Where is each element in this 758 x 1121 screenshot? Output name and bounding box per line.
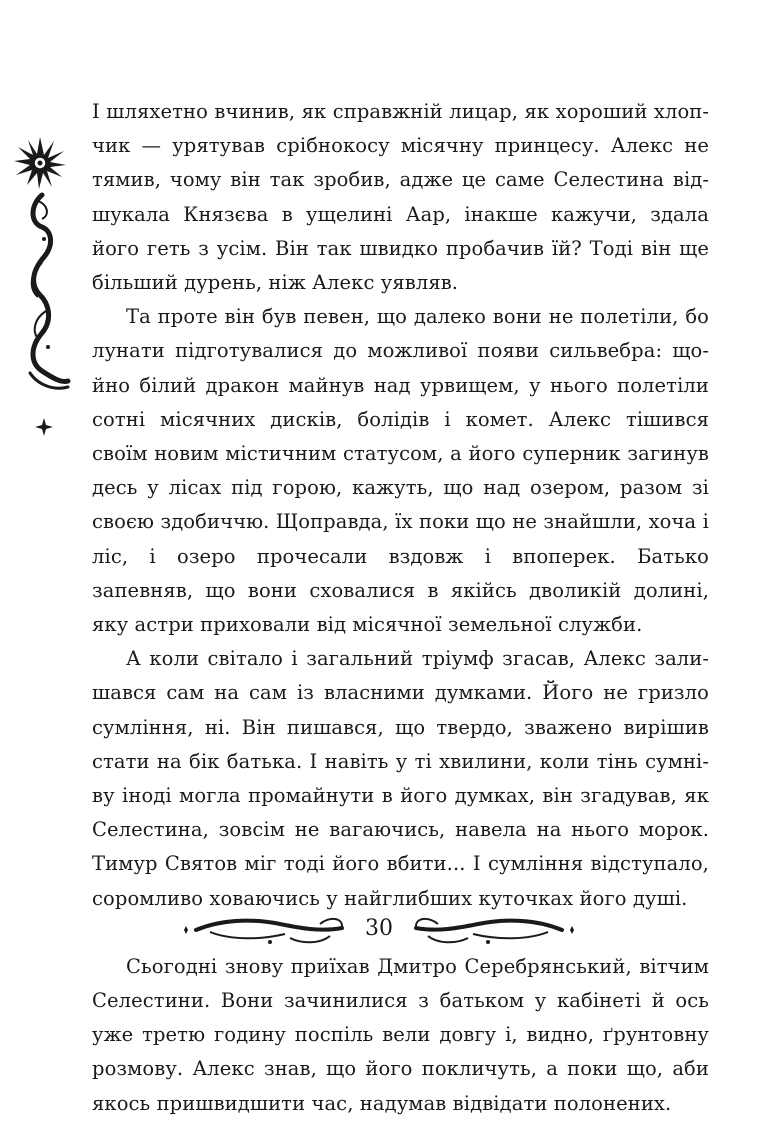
paragraph: Та проте він був певен, що далеко вони не полетіли, бо лунати підготувалися до можливої появи сильвебра: щойно білий дракон майнув над урвищем, у нього полетіли сотні місячних дисків, болідів і комет. Алекс тішився своїм новим містичним статусом, а його суперник загинув десь у лісах під горою, кажуть, що над озером, разом зі своєю здобиччю. Щоправда, їх поки що не знайшли, хоча і ліс, і озеро прочесали вздовж і впоперек. Батько запевняв, що вони сховалися в якійсь дволикій долині, яку астри приховали від місячної земельної служби. <box>92 305 709 637</box>
right-footer-flourish-icon <box>408 910 588 950</box>
page-footer <box>170 905 588 955</box>
left-footer-flourish-icon <box>170 910 350 950</box>
paragraph: Сьогодні знову приїхав Дмитро Серебрянський, вітчим Селестини. Вони зачинилися з батьком у кабінеті й ось уже третю годину поспіль вели довгу і, видно, ґрунтовну розмову. Алекс знав, що його покличуть, а поки що, аби якось пришвидшити час, надумав відвідати полонених. <box>92 954 709 1115</box>
page-number: 30 <box>365 916 393 941</box>
paragraph: І шляхетно вчинив, як справжній лицар, як хороший хлопчик — урятував срібнокосу місячну принцесу. Алекс не тямив, чому він так зробив, адже це саме Селестина відшукала Князєва в ущелині Аар, інакше кажучи, здала його геть з усім. Він так швидко пробачив їй? Тоді він ще більший дурень, ніж Алекс уявляв. <box>92 100 709 295</box>
star-flourish-ornament-icon <box>8 135 78 445</box>
body-text <box>92 95 709 1121</box>
paragraph: А коли світало і загальний тріумф згасав, Алекс залишався сам на сам із власними думками. Його не гризло сумління, ні. Він пишався, що твердо, зважено вирішив стати на бік батька. І навіть у ті хвилини, коли тінь сумніву іноді могла промайнути в його думках, він згадував, як Селестина, зовсім не вагаючись, навела на нього морок. Тимур Святов міг тоді його вбити... І сумління відступало, соромливо ховаючись у найглибших куточках його душі. <box>92 647 709 910</box>
